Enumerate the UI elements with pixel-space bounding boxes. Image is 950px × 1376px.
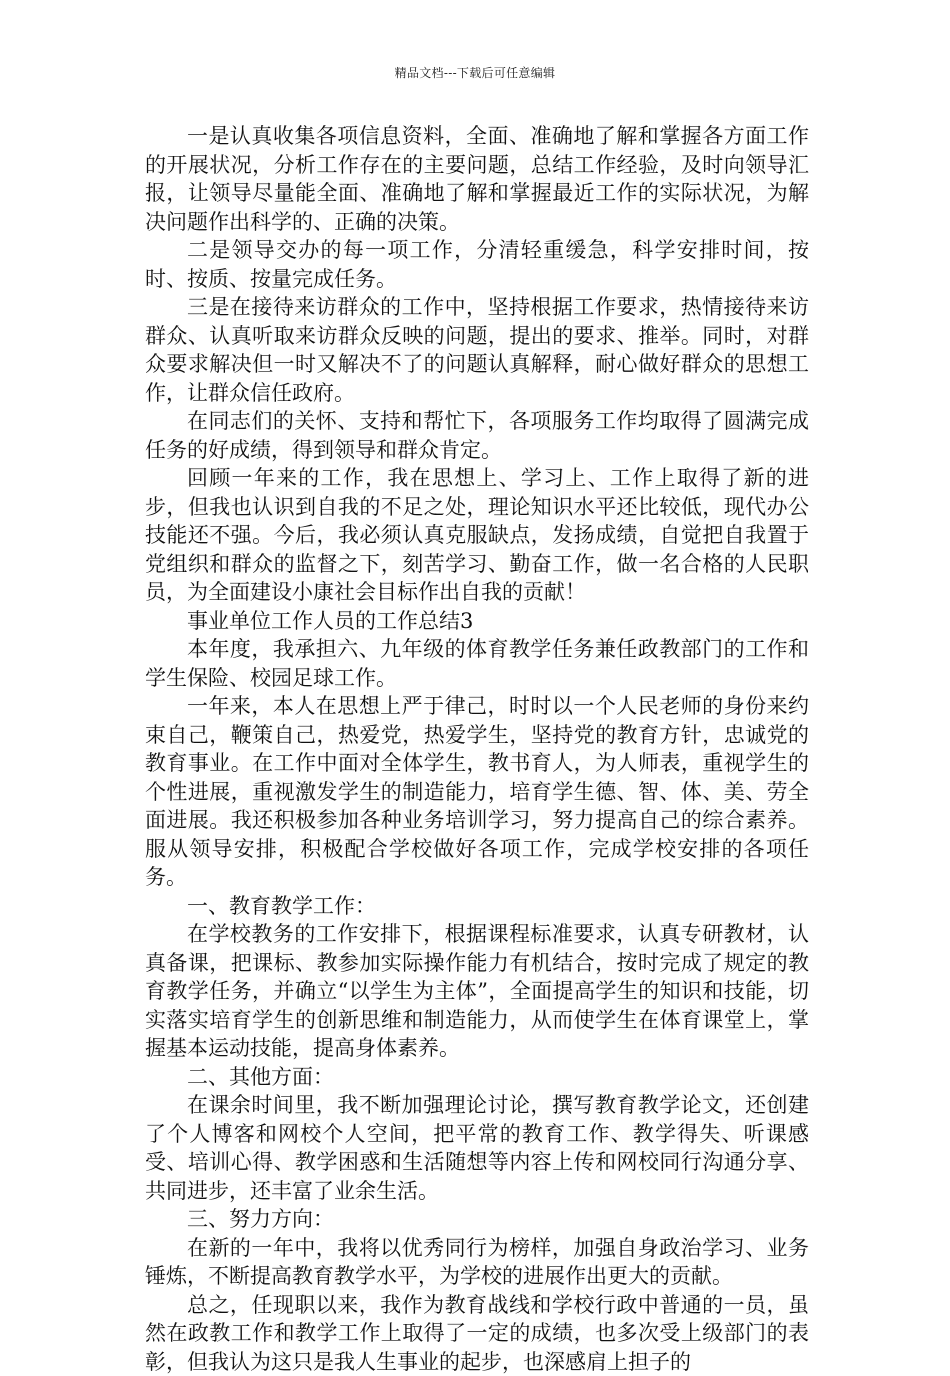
paragraph: 一是认真收集各项信息资料，全面、准确地了解和掌握各方面工作的开展状况，分析工作存在的主要问题，总结工作经验，及时向领导汇报，让领导尽量能全面、准确地了解和掌握最近工作的实际状况，为解决问题作出科学的、正确的决策。 — [145, 122, 809, 236]
section-heading: 三、努力方向： — [145, 1205, 809, 1234]
section-heading: 二、其他方面： — [145, 1063, 809, 1092]
page-header: 精品文档---下载后可任意编辑 — [0, 66, 950, 80]
document-body — [145, 122, 809, 1376]
paragraph: 二是领导交办的每一项工作，分清轻重缓急，科学安排时间，按时、按质、按量完成任务。 — [145, 236, 809, 293]
paragraph: 回顾一年来的工作，我在思想上、学习上、工作上取得了新的进步，但我也认识到自我的不足之处，理论知识水平还比较低，现代办公技能还不强。今后，我必须认真克服缺点，发扬成绩，自觉把自我置于党组织和群众的监督之下，刻苦学习、勤奋工作，做一名合格的人民职员，为全面建设小康社会目标作出自我的贡献！ — [145, 464, 809, 607]
section-title: 事业单位工作人员的工作总结3 — [145, 607, 809, 636]
paragraph: 在新的一年中，我将以优秀同行为榜样，加强自身政治学习、业务锤炼，不断提高教育教学水平，为学校的进展作出更大的贡献。 — [145, 1234, 809, 1291]
paragraph: 在同志们的关怀、支持和帮忙下，各项服务工作均取得了圆满完成任务的好成绩，得到领导和群众肯定。 — [145, 407, 809, 464]
paragraph: 在课余时间里，我不断加强理论讨论，撰写教育教学论文，还创建了个人博客和网校个人空间，把平常的教育工作、教学得失、听课感受、培训心得、教学困惑和生活随想等内容上传和网校同行沟通分享、共同进步，还丰富了业余生活。 — [145, 1091, 809, 1205]
paragraph: 三是在接待来访群众的工作中，坚持根据工作要求，热情接待来访群众、认真听取来访群众反映的问题，提出的要求、推举。同时，对群众要求解决但一时又解决不了的问题认真解释，耐心做好群众的思想工作，让群众信任政府。 — [145, 293, 809, 407]
section-heading: 一、教育教学工作： — [145, 892, 809, 921]
paragraph: 一年来，本人在思想上严于律己，时时以一个人民老师的身份来约束自己，鞭策自己，热爱党，热爱学生，坚持党的教育方针，忠诚党的教育事业。在工作中面对全体学生，教书育人，为人师表，重视学生的个性进展，重视激发学生的制造能力，培育学生德、智、体、美、劳全面进展。我还积极参加各种业务培训学习，努力提高自己的综合素养。服从领导安排，积极配合学校做好各项工作，完成学校安排的各项任务。 — [145, 692, 809, 892]
paragraph: 在学校教务的工作安排下，根据课程标准要求，认真专研教材，认真备课，把课标、教参加实际操作能力有机结合，按时完成了规定的教育教学任务，并确立“以学生为主体”，全面提高学生的知识和技能，切实落实培育学生的创新思维和制造能力，从而使学生在体育课堂上，掌握基本运动技能，提高身体素养。 — [145, 920, 809, 1063]
paragraph: 总之，任现职以来，我作为教育战线和学校行政中普通的一员，虽然在政教工作和教学工作上取得了一定的成绩，也多次受上级部门的表彰，但我认为这只是我人生事业的起步，也深感肩上担子的 — [145, 1291, 809, 1376]
paragraph: 本年度，我承担六、九年级的体育教学任务兼任政教部门的工作和学生保险、校园足球工作。 — [145, 635, 809, 692]
